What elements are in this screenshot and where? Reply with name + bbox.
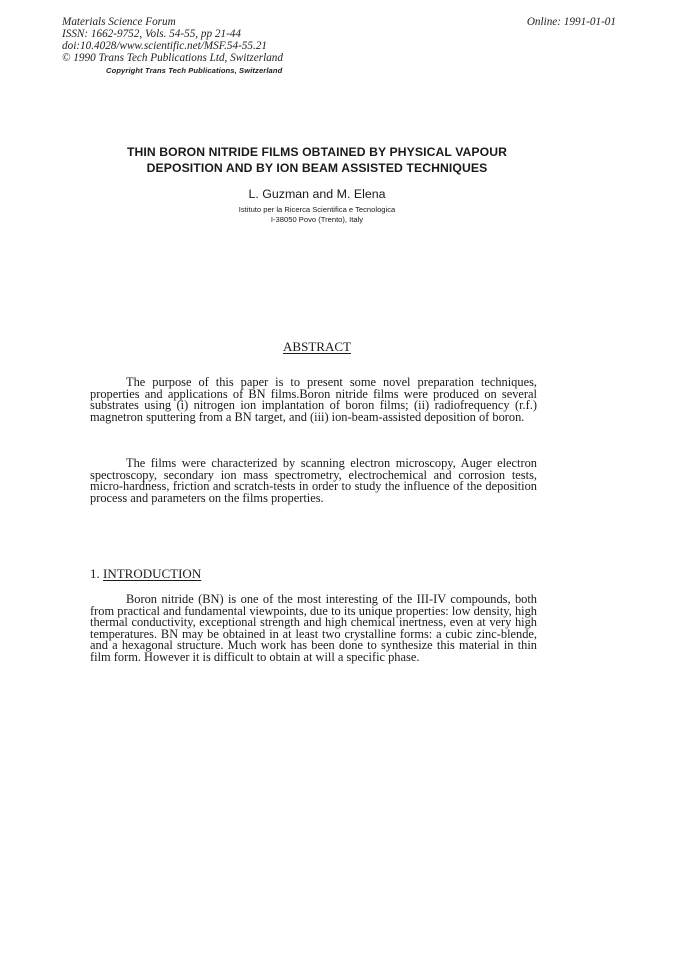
section-title: INTRODUCTION	[103, 566, 202, 581]
publisher-line: © 1990 Trans Tech Publications Ltd, Switzerland	[62, 52, 283, 64]
abstract-heading: ABSTRACT	[283, 339, 351, 354]
copyright-line: Copyright Trans Tech Publications, Switzerland	[106, 66, 283, 75]
journal-metadata	[62, 16, 283, 77]
section-number: 1.	[90, 566, 100, 581]
paper-title-line-2: DEPOSITION AND BY ION BEAM ASSISTED TECHNIQUES	[146, 161, 488, 175]
online-date: Online: 1991-01-01	[526, 16, 616, 28]
issn-line: ISSN: 1662-9752, Vols. 54-55, pp 21-44	[62, 28, 241, 40]
abstract-paragraph-2: The films were characterized by scanning electron microscopy, Auger electron spectroscopy, secondary ion mass spectrometry, electrochemical and corrosion tests, micro-hardness, friction and scratch-tests in order to study the influence of the deposition process and parameters on the films properties.	[90, 456, 537, 505]
introduction-paragraph-1: Boron nitride (BN) is one of the most interesting of the III-IV compounds, both from practical and fundamental viewpoints, due to its unique properties: low density, high thermal conductivity, exceptional strength and high chemical inertness, even at very high temperatures. BN may be obtained in at least two crystalline forms: a cubic zinc-blende, and a hexagonal structure. Much work has been done to synthesize this material in thin film form. However it is difficult to obtain at will a specific phase.	[90, 592, 537, 664]
doi-line: doi:10.4028/www.scientific.net/MSF.54-55.21	[62, 40, 267, 52]
journal-name: Materials Science Forum	[62, 16, 176, 28]
introduction-heading	[90, 566, 201, 582]
authors: L. Guzman and M. Elena	[248, 187, 386, 201]
paper-title	[90, 144, 544, 176]
paper-title-line-1: THIN BORON NITRIDE FILMS OBTAINED BY PHYSICAL VAPOUR	[126, 145, 508, 159]
affiliation	[90, 205, 544, 225]
affiliation-line-2: I-38050 Povo (Trento), Italy	[270, 215, 364, 224]
abstract-paragraph-1: The purpose of this paper is to present some novel preparation techniques, properties and applications of BN films.Boron nitride films were produced on several substrates using (i) nitrogen ion implantation of boron films; (ii) radiofrequency (r.f.) magnetron sputtering from a BN target, and (iii) ion-beam-assisted deposition of boron.	[90, 375, 537, 424]
affiliation-line-1: Istituto per la Ricerca Scientifica e Tecnologica	[238, 205, 396, 214]
